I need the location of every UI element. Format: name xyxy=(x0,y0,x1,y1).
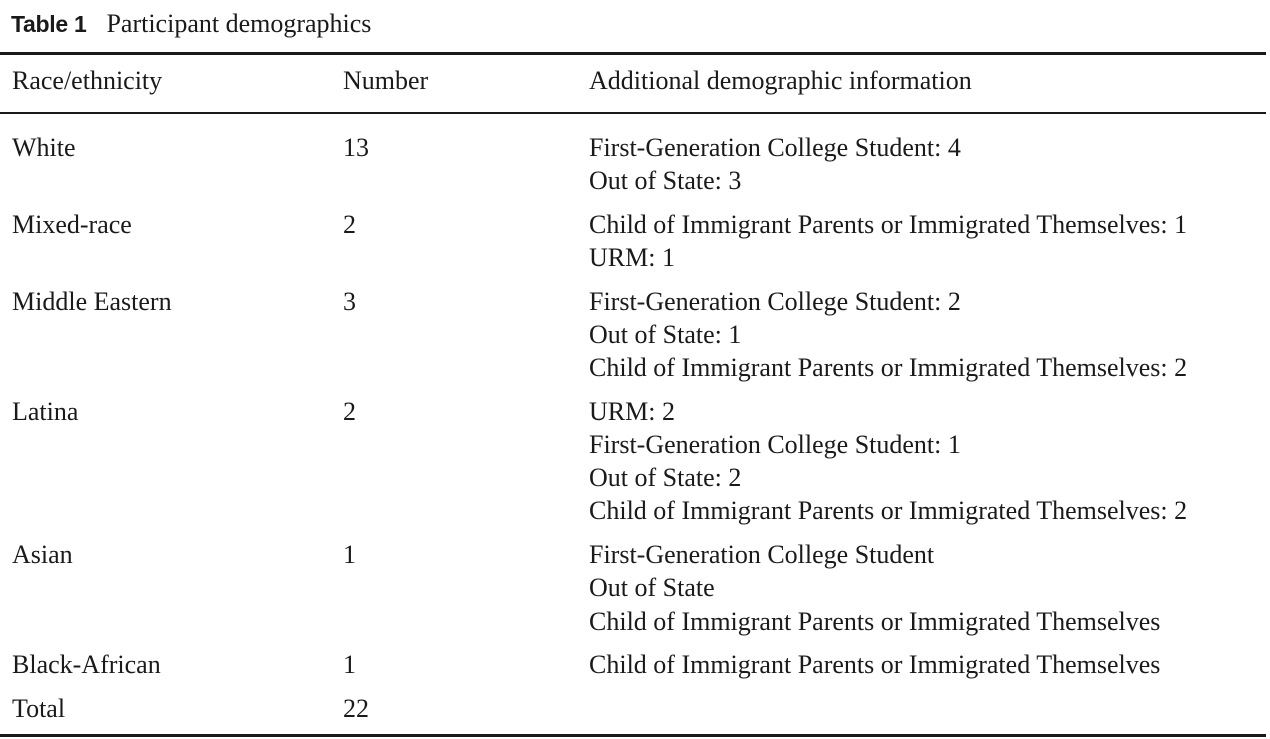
number-cell: 3 xyxy=(343,286,356,316)
race-cell: Middle Eastern xyxy=(12,286,172,316)
race-cell: Mixed-race xyxy=(12,209,132,239)
info-cell xyxy=(589,395,1187,528)
number-cell: 2 xyxy=(343,396,356,426)
header-number: Number xyxy=(343,66,429,95)
top-rule xyxy=(0,52,1266,55)
race-cell: White xyxy=(12,133,76,162)
info-line: First-Generation College Student xyxy=(589,540,935,570)
info-cell xyxy=(589,208,1187,274)
info-line: First-Generation College Student: 1 xyxy=(589,430,961,460)
info-line: Out of State: 2 xyxy=(589,463,742,493)
info-line: URM: 2 xyxy=(589,396,675,426)
info-line: First-Generation College Student: 4 xyxy=(589,133,961,162)
info-line: Out of State: 1 xyxy=(589,319,742,349)
info-line: First-Generation College Student: 2 xyxy=(589,286,961,316)
info-line: Child of Immigrant Parents or Immigrated Themselves xyxy=(589,606,1161,636)
info-line: Child of Immigrant Parents or Immigrated Themselves xyxy=(589,650,1161,680)
table-title: Participant demographics xyxy=(106,9,372,38)
info-cell xyxy=(589,648,1160,681)
table-caption xyxy=(11,7,371,41)
table-label: Table 1 xyxy=(11,11,87,37)
info-cell xyxy=(589,131,961,197)
header-race: Race/ethnicity xyxy=(12,66,163,95)
info-line: Child of Immigrant Parents or Immigrated Themselves: 1 xyxy=(589,209,1188,239)
info-cell xyxy=(589,285,1187,385)
race-cell: Asian xyxy=(12,540,73,570)
number-cell: 1 xyxy=(343,540,356,570)
info-line: URM: 1 xyxy=(589,243,675,273)
race-cell: Black-African xyxy=(12,650,161,680)
bottom-rule xyxy=(0,734,1266,737)
info-line: Out of State xyxy=(589,573,715,603)
number-cell: 2 xyxy=(343,209,356,239)
info-line: Child of Immigrant Parents or Immigrated Themselves: 2 xyxy=(589,353,1188,383)
total-label: Total xyxy=(12,693,66,723)
info-line: Child of Immigrant Parents or Immigrated Themselves: 2 xyxy=(589,496,1188,526)
info-line: Out of State: 3 xyxy=(589,166,742,196)
total-number: 22 xyxy=(343,693,369,723)
number-cell: 1 xyxy=(343,650,356,680)
header-info: Additional demographic information xyxy=(589,66,972,95)
number-cell: 13 xyxy=(343,133,369,162)
header-rule xyxy=(0,112,1266,114)
info-cell xyxy=(589,538,1160,638)
race-cell: Latina xyxy=(12,396,79,426)
